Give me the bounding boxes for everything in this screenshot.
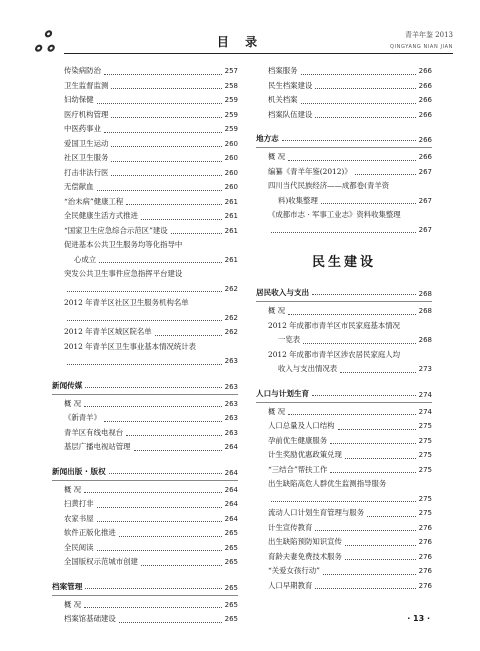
toc-entry-page: 261 (224, 197, 238, 206)
toc-entry-page: 266 (418, 81, 432, 90)
dot-leader (330, 443, 415, 444)
dot-leader (315, 588, 415, 589)
dot-leader (104, 132, 222, 133)
dot-leader (126, 435, 221, 436)
dot-leader (288, 314, 415, 315)
toc-entry[interactable] (256, 405, 432, 420)
toc-entry-title: 四川当代民族经济——成都卷(青羊资 (268, 181, 390, 190)
section-page: 266 (418, 136, 432, 144)
toc-entry-page: 276 (418, 538, 432, 546)
dot-leader (67, 320, 222, 321)
dot-leader (99, 262, 221, 263)
toc-entry-title-cont: 一览表 (278, 335, 301, 344)
toc-entry-page: 275 (418, 494, 432, 503)
dot-leader (303, 343, 415, 344)
toc-entry-title: 人口早期教育 (268, 580, 313, 590)
toc-entry-continuation (268, 362, 432, 377)
toc-entry-title: 出生缺陷高危人群优生监测指导服务 (268, 479, 387, 488)
dot-leader (85, 387, 221, 388)
toc-entry-page: 257 (224, 67, 238, 75)
toc-entry[interactable] (52, 325, 238, 340)
book-title: 青羊年鉴 2013 (404, 31, 453, 39)
dot-leader (315, 117, 415, 118)
toc-entry[interactable] (52, 555, 238, 570)
dot-leader (141, 565, 222, 566)
toc-entry-title: 档案服务 (268, 66, 298, 75)
toc-entry[interactable] (52, 122, 238, 137)
toc-entry-page: 262 (224, 284, 238, 293)
toc-entry-page: 264 (224, 514, 238, 523)
toc-entry[interactable] (52, 411, 238, 426)
toc-section-heading[interactable] (52, 373, 238, 395)
toc-entry[interactable] (52, 426, 238, 441)
toc-entry-page: 275 (418, 465, 432, 474)
section-title: 地方志 (256, 134, 279, 143)
toc-entry-page: 275 (418, 422, 432, 430)
toc-entry-title: “三结合”帮扶工作 (268, 464, 328, 474)
toc-entry[interactable] (256, 564, 432, 579)
dot-leader (111, 146, 221, 147)
toc-entry-title: 计生奖励优惠政策兑现 (268, 450, 342, 459)
section-title: 居民收入与支出 (256, 288, 310, 297)
toc-entry-multiline[interactable] (52, 267, 238, 296)
toc-entry-title: 计生宣传教育 (268, 522, 313, 532)
dot-leader (288, 414, 415, 415)
toc-entry-page: 260 (224, 168, 238, 177)
toc-entry-title-cont: 收入与支出情况表 (278, 364, 338, 373)
dot-leader (84, 492, 221, 493)
toc-entry-multiline[interactable] (52, 238, 238, 267)
toc-entry-page: 266 (418, 110, 432, 119)
page-number: · 13 · (407, 614, 430, 623)
toc-entry[interactable] (52, 166, 238, 181)
toc-entry-title: 软件正版化推进 (64, 528, 116, 537)
toc-entry-title: 出生缺陷预防知识宣传 (268, 537, 342, 546)
toc-entry[interactable] (256, 304, 432, 319)
toc-entry-title: 社区卫生服务 (64, 153, 109, 162)
book-subtitle: QINGYANG NIAN JIAN (390, 44, 453, 50)
dot-leader (338, 429, 416, 430)
dot-leader (111, 88, 221, 89)
toc-entry[interactable] (52, 224, 238, 239)
toc-entry-title-cont: 心成立 (74, 254, 97, 264)
dot-leader (134, 450, 222, 451)
toc-entry-page: 265 (224, 543, 238, 552)
toc-section-heading[interactable] (256, 126, 432, 148)
dot-leader (97, 507, 222, 508)
toc-entry-continuation (268, 492, 432, 507)
toc-entry-title: 档案队伍建设 (268, 109, 313, 119)
toc-entry-page: 261 (224, 255, 238, 264)
toc-entry[interactable] (52, 64, 238, 79)
toc-entry-page: 265 (224, 558, 238, 566)
toc-entry[interactable] (256, 448, 432, 463)
toc-entry[interactable] (52, 137, 238, 152)
toc-entry-continuation (64, 311, 238, 326)
toc-section-heading[interactable] (256, 280, 432, 302)
page-title: 目 录 (216, 35, 264, 49)
toc-entry[interactable] (52, 512, 238, 527)
toc-entry-page: 265 (224, 600, 238, 609)
dot-leader (111, 117, 221, 118)
toc-entry-title-cont: 料)收集整理 (278, 195, 318, 205)
toc-entry[interactable] (256, 93, 432, 108)
toc-entry-title: 概 况 (64, 398, 82, 408)
toc-entry-multiline[interactable] (52, 340, 238, 369)
toc-entry-page: 276 (418, 552, 432, 561)
toc-entry[interactable] (256, 108, 432, 123)
toc-entry-title: 档案馆基础建设 (64, 614, 116, 623)
section-title: 人口与计划生育 (256, 388, 310, 398)
toc-entry-page: 268 (418, 307, 432, 315)
toc-entry-title: 孕前优生健康服务 (268, 435, 328, 445)
dot-leader (301, 103, 416, 104)
dot-leader (271, 232, 416, 233)
toc-entry[interactable] (52, 108, 238, 123)
section-page: 268 (418, 290, 432, 298)
toc-entry[interactable] (256, 434, 432, 449)
toc-entry-page: 260 (224, 139, 238, 148)
toc-entry-title: 全民阅读 (64, 542, 94, 552)
toc-entry-continuation (64, 253, 238, 268)
toc-entry-title: 《成都市志 · 军事工业志》资料收集整理 (268, 210, 401, 219)
toc-entry[interactable] (256, 150, 432, 165)
toc-entry-page: 261 (224, 226, 238, 235)
toc-entry-title: 2012 年成都市青羊区涉农居民家庭人均 (268, 349, 401, 359)
dot-leader (119, 536, 222, 537)
dot-leader (67, 364, 222, 365)
toc-entry-title: 卫生监督监测 (64, 80, 109, 90)
toc-entry-page: 275 (418, 436, 432, 445)
toc-entry[interactable] (52, 195, 238, 210)
dot-leader (111, 175, 221, 176)
dot-leader (85, 588, 221, 589)
toc-entry[interactable] (52, 483, 238, 498)
toc-entry-page: 265 (224, 529, 238, 537)
toc-entry-title: 机关档案 (268, 95, 298, 104)
toc-entry-title: 爱国卫生运动 (64, 138, 109, 148)
toc-entry-title: 无偿献血 (64, 182, 94, 191)
toc-entry-title: 全国版权示范城市创建 (64, 557, 138, 566)
toc-entry-page: 267 (418, 225, 432, 234)
toc-entry-page: 267 (418, 196, 432, 205)
toc-entry[interactable] (52, 209, 238, 224)
dot-leader (312, 294, 415, 295)
toc-entry-page: 259 (224, 125, 238, 133)
toc-entry-title: 2012 年青羊区社区卫生服务机构名单 (64, 298, 189, 307)
toc-entry[interactable] (256, 64, 432, 79)
toc-entry-continuation (64, 354, 238, 369)
section-title: 档案管理 (52, 581, 83, 591)
dot-leader (321, 203, 416, 204)
toc-entry-continuation (268, 194, 432, 209)
toc-entry-page: 263 (224, 399, 238, 408)
toc-entry-page: 268 (418, 336, 432, 344)
dot-leader (155, 335, 222, 336)
dot-leader (355, 174, 416, 175)
toc-entry-page: 261 (224, 212, 238, 220)
toc-entry-page: 276 (418, 567, 432, 575)
toc-entry-title: 传染病防治 (64, 66, 101, 75)
toc-entry-page: 276 (418, 523, 432, 532)
toc-entry[interactable] (52, 79, 238, 94)
toc-entry-title: “治未病”健康工程 (64, 196, 124, 206)
toc-entry-page: 259 (224, 96, 238, 104)
section-page: 274 (418, 390, 432, 399)
toc-entry-page: 262 (224, 328, 238, 336)
toc-entry-title: 2012 年青羊区城区院名单 (64, 327, 152, 336)
section-page: 264 (224, 468, 238, 477)
toc-entry-title: 民生档案建设 (268, 80, 313, 90)
toc-entry-page: 275 (418, 451, 432, 459)
toc-entry-multiline[interactable] (256, 179, 432, 208)
toc-section-heading[interactable] (52, 459, 238, 481)
toc-entry-multiline[interactable] (256, 208, 432, 237)
toc-entry-title: 概 况 (64, 599, 82, 609)
dot-leader (126, 204, 221, 205)
dot-leader (367, 516, 416, 517)
toc-entry-title: 2012 年青羊区卫生事业基本情况统计表 (64, 341, 197, 351)
toc-entry[interactable] (52, 440, 238, 455)
toc-entry-page: 266 (418, 153, 432, 161)
toc-entry-title: 人口总量及人口结构 (268, 421, 335, 430)
dot-leader (301, 74, 416, 75)
dot-leader (340, 372, 415, 373)
toc-entry[interactable] (256, 419, 432, 434)
toc-entry[interactable] (52, 526, 238, 541)
dot-leader (141, 219, 222, 220)
toc-section-heading[interactable] (256, 381, 432, 403)
dot-leader (119, 622, 222, 623)
toc-entry-page: 260 (224, 183, 238, 191)
dot-leader (171, 233, 222, 234)
toc-entry-multiline[interactable] (256, 348, 432, 377)
toc-entry-page: 267 (418, 167, 432, 176)
toc-entry-multiline[interactable] (256, 319, 432, 348)
toc-entry-page: 265 (224, 615, 238, 623)
dot-leader (312, 395, 415, 396)
toc-entry[interactable] (256, 463, 432, 478)
dot-leader (104, 421, 222, 422)
toc-entry-title: 概 况 (268, 306, 286, 315)
dot-leader (345, 559, 416, 560)
toc-entry-title: 基层广播电视站管理 (64, 442, 131, 451)
toc-entry-continuation (268, 333, 432, 348)
toc-entry-page: 264 (224, 485, 238, 494)
toc-entry-title: 妇幼保健 (64, 95, 94, 104)
toc-entry-title: 青羊区有线电视台 (64, 427, 124, 437)
toc-entry[interactable] (52, 397, 238, 412)
dot-leader (282, 140, 416, 141)
toc-entry-title: 《新青羊》 (64, 413, 101, 422)
toc-entry[interactable] (52, 541, 238, 556)
dot-leader (271, 501, 416, 502)
toc-entry-title: 概 况 (268, 406, 286, 416)
toc-entry-title: 中医药事业 (64, 124, 101, 133)
toc-entry[interactable] (256, 579, 432, 594)
toc-entry-page: 266 (418, 67, 432, 75)
dot-leader (330, 472, 415, 473)
toc-entry-title: 概 况 (64, 484, 82, 494)
section-page: 263 (224, 382, 238, 391)
dot-leader (97, 190, 222, 191)
dot-leader (97, 521, 222, 522)
toc-entry-title: 打击非法行医 (64, 167, 109, 177)
dot-leader (97, 550, 222, 551)
toc-section-heading[interactable] (52, 574, 238, 596)
toc-entry[interactable] (52, 612, 238, 627)
toc-entry-title: 编纂《青羊年鉴(2012)》 (268, 166, 352, 176)
toc-entry-page: 266 (418, 96, 432, 104)
toc-entry[interactable] (52, 497, 238, 512)
toc-entry-page: 259 (224, 110, 238, 119)
toc-entry-multiline[interactable] (256, 477, 432, 506)
toc-right-column (256, 64, 432, 593)
dot-leader (104, 74, 222, 75)
page-header (0, 0, 480, 60)
toc-entry-page: 260 (224, 154, 238, 162)
toc-entry-title: 农家书屋 (64, 513, 94, 523)
chapter-title: 民生建设 (311, 255, 376, 270)
toc-entry-title: 全民健康生活方式推进 (64, 211, 138, 220)
toc-entry[interactable] (52, 180, 238, 195)
toc-entry-page: 273 (418, 365, 432, 373)
toc-entry[interactable] (52, 598, 238, 613)
toc-entry-page: 274 (418, 407, 432, 416)
toc-entry-page: 263 (224, 357, 238, 365)
toc-entry-page: 262 (224, 313, 238, 322)
toc-entry-title: 2012 年成都市青羊区市民家庭基本情况 (268, 320, 401, 330)
dot-leader (315, 530, 415, 531)
toc-left-column (52, 64, 238, 627)
toc-entry-title: 概 况 (268, 152, 286, 161)
toc-entry[interactable] (256, 165, 432, 180)
dot-leader (97, 103, 222, 104)
dot-leader (67, 291, 222, 292)
toc-entry-title: 扫黄打非 (64, 499, 94, 508)
toc-entry-page: 275 (418, 509, 432, 517)
dot-leader (111, 161, 221, 162)
toc-entry-page: 263 (224, 428, 238, 437)
toc-entry-continuation (268, 223, 432, 238)
toc-entry-title: “国家卫生应急综合示范区”建设 (64, 225, 168, 235)
toc-entry-title: 突发公共卫生事件应急指挥平台建设 (64, 269, 183, 278)
section-title: 新闻传媒 (52, 380, 83, 390)
toc-entry-page: 264 (224, 500, 238, 508)
yearbook-logo-icon: ஃ (34, 28, 49, 58)
dot-leader (345, 545, 416, 546)
toc-entry[interactable] (52, 151, 238, 166)
toc-entry-title: 医疗机构管理 (64, 109, 109, 119)
section-page: 265 (224, 583, 238, 592)
toc-entry-page: 264 (224, 443, 238, 451)
toc-entry-title: 促进基本公共卫生服务均等化指导中 (64, 240, 183, 249)
toc-entry-title: 流动人口计划生育管理与服务 (268, 508, 365, 517)
dot-leader (84, 607, 221, 608)
dot-leader (315, 88, 415, 89)
toc-entry-title: 育龄夫妻免费技术服务 (268, 551, 342, 561)
toc-entry[interactable] (256, 506, 432, 521)
toc-entry[interactable] (256, 535, 432, 550)
toc-entry-page: 276 (418, 581, 432, 590)
dot-leader (84, 406, 221, 407)
toc-entry-continuation (64, 282, 238, 297)
toc-entry-multiline[interactable] (52, 296, 238, 325)
toc-entry-page: 258 (224, 81, 238, 90)
toc-entry[interactable] (256, 79, 432, 94)
dot-leader (288, 160, 415, 161)
toc-entry-title: “关爱女孩行动” (268, 566, 320, 575)
dot-leader (323, 574, 416, 575)
dot-leader (109, 473, 222, 474)
toc-entry[interactable] (256, 550, 432, 565)
toc-entry-page: 263 (224, 414, 238, 422)
section-title: 新闻出版 · 版权 (52, 466, 106, 476)
header-rule (64, 53, 453, 54)
toc-entry[interactable] (52, 93, 238, 108)
toc-entry[interactable] (256, 521, 432, 536)
dot-leader (345, 458, 416, 459)
